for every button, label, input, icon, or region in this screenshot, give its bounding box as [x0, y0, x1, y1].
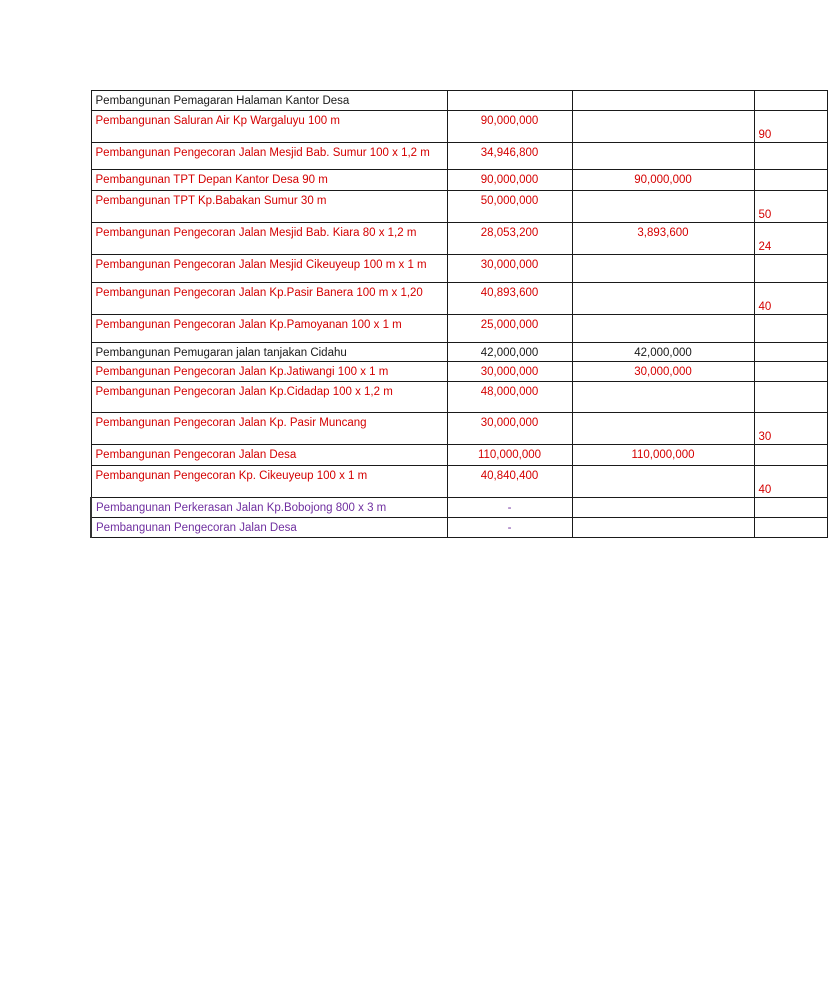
cell-truncated-text: [759, 518, 823, 535]
cell-truncated-text: 90: [758, 129, 772, 141]
cell-realized[interactable]: [572, 111, 754, 143]
cell-truncated-text: [759, 91, 823, 108]
table-row: [91, 413, 827, 445]
cell-description[interactable]: [91, 111, 447, 143]
cell-amount-text: 90,000,000: [480, 174, 539, 186]
cell-realized-text: 42,000,000: [634, 347, 692, 359]
cell-amount-text: [452, 91, 568, 94]
cell-truncated[interactable]: [754, 111, 827, 143]
table-row: [91, 223, 827, 255]
cell-description[interactable]: [91, 382, 447, 413]
cell-realized[interactable]: [572, 343, 754, 362]
table-row: [91, 466, 827, 498]
cell-realized[interactable]: [572, 466, 754, 498]
table-row: [91, 382, 827, 413]
cell-amount-text: 30,000,000: [480, 417, 539, 429]
table-row: [91, 518, 827, 538]
budget-table-body: [91, 91, 827, 538]
cell-truncated[interactable]: [754, 382, 827, 413]
cell-description[interactable]: [91, 498, 447, 518]
table-row: [91, 143, 827, 170]
cell-realized[interactable]: [572, 315, 754, 343]
cell-amount[interactable]: [447, 191, 572, 223]
table-row: [91, 191, 827, 223]
cell-truncated-text: [759, 445, 823, 462]
cell-description[interactable]: [91, 170, 447, 191]
cell-description-text: Pembangunan Pengecoran Jalan Kp.Jatiwangi 100 x 1 m: [95, 366, 389, 378]
cell-realized-text: [577, 111, 750, 114]
cell-description[interactable]: [91, 343, 447, 362]
cell-realized[interactable]: [572, 91, 754, 111]
cell-amount-text: 28,053,200: [480, 227, 539, 239]
cell-description[interactable]: [91, 445, 447, 466]
cell-amount-text: 30,000,000: [480, 259, 539, 271]
cell-description[interactable]: [91, 466, 447, 498]
cell-truncated[interactable]: [754, 283, 827, 315]
cell-amount-text: 40,893,600: [480, 287, 539, 299]
cell-description-text: Pembangunan Pengecoran Jalan Desa: [95, 449, 297, 461]
cell-description-text: Pembangunan Pengecoran Jalan Mesjid Bab. Sumur 100 x 1,2 m: [95, 147, 430, 159]
cell-amount-text: 50,000,000: [480, 195, 539, 207]
cell-realized-text: 110,000,000: [631, 449, 695, 461]
cell-truncated-text: 30: [758, 431, 772, 443]
cell-truncated[interactable]: [754, 518, 827, 538]
cell-description-text: Pembangunan Pemugaran jalan tanjakan Cidahu: [95, 347, 347, 359]
cell-truncated-text: 50: [758, 209, 772, 221]
cell-realized-text: [577, 143, 750, 146]
cell-amount-text: 110,000,000: [477, 449, 542, 461]
cell-amount[interactable]: [447, 170, 572, 191]
cell-truncated-text: [759, 143, 823, 160]
cell-amount[interactable]: [447, 466, 572, 498]
cell-realized-text: [577, 382, 750, 385]
cell-amount[interactable]: [447, 413, 572, 445]
cell-description-text: Pembangunan Pengecoran Jalan Mesjid Cikeuyeup 100 m x 1 m: [95, 259, 427, 271]
cell-description-text: Pembangunan Pemagaran Halaman Kantor Desa: [95, 95, 350, 107]
cell-truncated[interactable]: [754, 143, 827, 170]
cell-truncated-text: [759, 362, 823, 379]
cell-amount[interactable]: [447, 498, 572, 518]
cell-truncated[interactable]: [754, 362, 827, 382]
cell-description-text: Pembangunan TPT Depan Kantor Desa 90 m: [95, 174, 328, 186]
cell-truncated[interactable]: [754, 91, 827, 111]
cell-realized[interactable]: [572, 255, 754, 283]
cell-amount[interactable]: [447, 223, 572, 255]
cell-realized-text: [577, 191, 750, 194]
cell-truncated[interactable]: [754, 315, 827, 343]
table-row: [91, 111, 827, 143]
cell-realized-text: [577, 518, 750, 521]
cell-truncated[interactable]: [754, 255, 827, 283]
cell-realized-text: [577, 315, 750, 318]
cell-realized[interactable]: [572, 170, 754, 191]
cell-amount[interactable]: [447, 255, 572, 283]
cell-description[interactable]: [91, 255, 447, 283]
cell-truncated[interactable]: [754, 445, 827, 466]
table-row: [91, 91, 827, 111]
cell-description-text: Pembangunan Saluran Air Kp Wargaluyu 100 m: [95, 115, 340, 127]
cell-realized-text: [577, 466, 750, 469]
cell-realized[interactable]: [572, 498, 754, 518]
cell-realized-text: [577, 498, 750, 501]
table-row: [91, 255, 827, 283]
cell-truncated[interactable]: [754, 170, 827, 191]
cell-amount[interactable]: [447, 283, 572, 315]
cell-amount[interactable]: [447, 343, 572, 362]
cell-truncated-text: [759, 343, 823, 360]
cell-amount[interactable]: [447, 143, 572, 170]
cell-realized[interactable]: [572, 143, 754, 170]
cell-realized[interactable]: [572, 445, 754, 466]
cell-truncated[interactable]: [754, 498, 827, 518]
cell-truncated[interactable]: [754, 413, 827, 445]
cell-description[interactable]: [91, 518, 447, 538]
cell-realized[interactable]: [572, 191, 754, 223]
cell-amount[interactable]: [447, 91, 572, 111]
cell-truncated[interactable]: [754, 191, 827, 223]
cell-description[interactable]: [91, 362, 447, 382]
cell-description-text: Pembangunan Pengecoran Jalan Kp.Pasir Banera 100 m x 1,20: [95, 287, 423, 299]
cell-realized[interactable]: [572, 413, 754, 445]
cell-truncated-text: [759, 315, 823, 332]
table-row: [91, 283, 827, 315]
cell-truncated[interactable]: [754, 223, 827, 255]
cell-amount[interactable]: [447, 111, 572, 143]
cell-amount-text: 42,000,000: [480, 347, 539, 359]
cell-realized-text: 30,000,000: [634, 366, 692, 378]
table-row: [91, 498, 827, 518]
cell-description[interactable]: [91, 191, 447, 223]
cell-truncated[interactable]: [754, 343, 827, 362]
cell-description[interactable]: [91, 143, 447, 170]
cell-realized[interactable]: [572, 518, 754, 538]
cell-amount[interactable]: [447, 382, 572, 413]
cell-realized[interactable]: [572, 223, 754, 255]
cell-description-text: Pembangunan Pengecoran Jalan Desa: [96, 522, 297, 534]
cell-truncated[interactable]: [754, 466, 827, 498]
cell-description-text: Pembangunan Pengecoran Jalan Kp.Pamoyanan 100 x 1 m: [95, 319, 402, 331]
cell-description[interactable]: [91, 91, 447, 111]
cell-amount-text: 30,000,000: [480, 366, 539, 378]
cell-truncated-text: [759, 170, 823, 187]
cell-description-text: Pembangunan Pengecoran Kp. Cikeuyeup 100 x 1 m: [95, 470, 368, 482]
cell-description-text: Pembangunan Pengecoran Jalan Mesjid Bab. Kiara 80 x 1,2 m: [95, 227, 417, 239]
cell-realized[interactable]: [572, 362, 754, 382]
cell-description-text: Pembangunan TPT Kp.Babakan Sumur 30 m: [95, 195, 327, 207]
cell-realized-text: [577, 91, 750, 94]
table-row: [91, 445, 827, 466]
cell-amount[interactable]: [447, 518, 572, 538]
cell-amount-text: 34,946,800: [480, 147, 539, 159]
cell-realized-text: [577, 255, 750, 258]
cell-description-text: Pembangunan Pengecoran Jalan Kp. Pasir Muncang: [95, 417, 367, 429]
cell-truncated-text: [759, 382, 823, 399]
budget-table: [90, 90, 828, 538]
cell-realized-text: [577, 283, 750, 286]
table-row: [91, 170, 827, 191]
table-row: [91, 343, 827, 362]
cell-amount-text: 90,000,000: [480, 115, 539, 127]
table-row: [91, 315, 827, 343]
cell-realized-text: [577, 413, 750, 416]
cell-realized-text: 3,893,600: [637, 227, 689, 239]
cell-description[interactable]: [91, 315, 447, 343]
cell-amount-text: 25,000,000: [480, 319, 539, 331]
cell-truncated-text: 40: [758, 484, 772, 496]
cell-truncated-text: 40: [758, 301, 772, 313]
cell-description[interactable]: [91, 223, 447, 255]
table-row: [91, 362, 827, 382]
cell-amount[interactable]: [447, 445, 572, 466]
cell-truncated-text: [759, 255, 823, 272]
cell-description-text: Pembangunan Perkerasan Jalan Kp.Bobojong 800 x 3 m: [96, 502, 387, 514]
cell-realized[interactable]: [572, 283, 754, 315]
cell-truncated-text: [759, 498, 823, 515]
cell-realized-text: 90,000,000: [634, 174, 692, 186]
cell-amount[interactable]: [447, 315, 572, 343]
cell-description[interactable]: [91, 413, 447, 445]
cell-amount-text: 40,840,400: [480, 470, 539, 482]
cell-truncated-text: 24: [758, 241, 772, 253]
cell-description-text: Pembangunan Pengecoran Jalan Kp.Cidadap 100 x 1,2 m: [95, 386, 393, 398]
cell-amount[interactable]: [447, 362, 572, 382]
cell-amount-text: 48,000,000: [480, 386, 539, 398]
cell-amount-text: -: [507, 502, 512, 514]
cell-realized[interactable]: [572, 382, 754, 413]
cell-amount-text: -: [507, 522, 512, 534]
cell-description[interactable]: [91, 283, 447, 315]
